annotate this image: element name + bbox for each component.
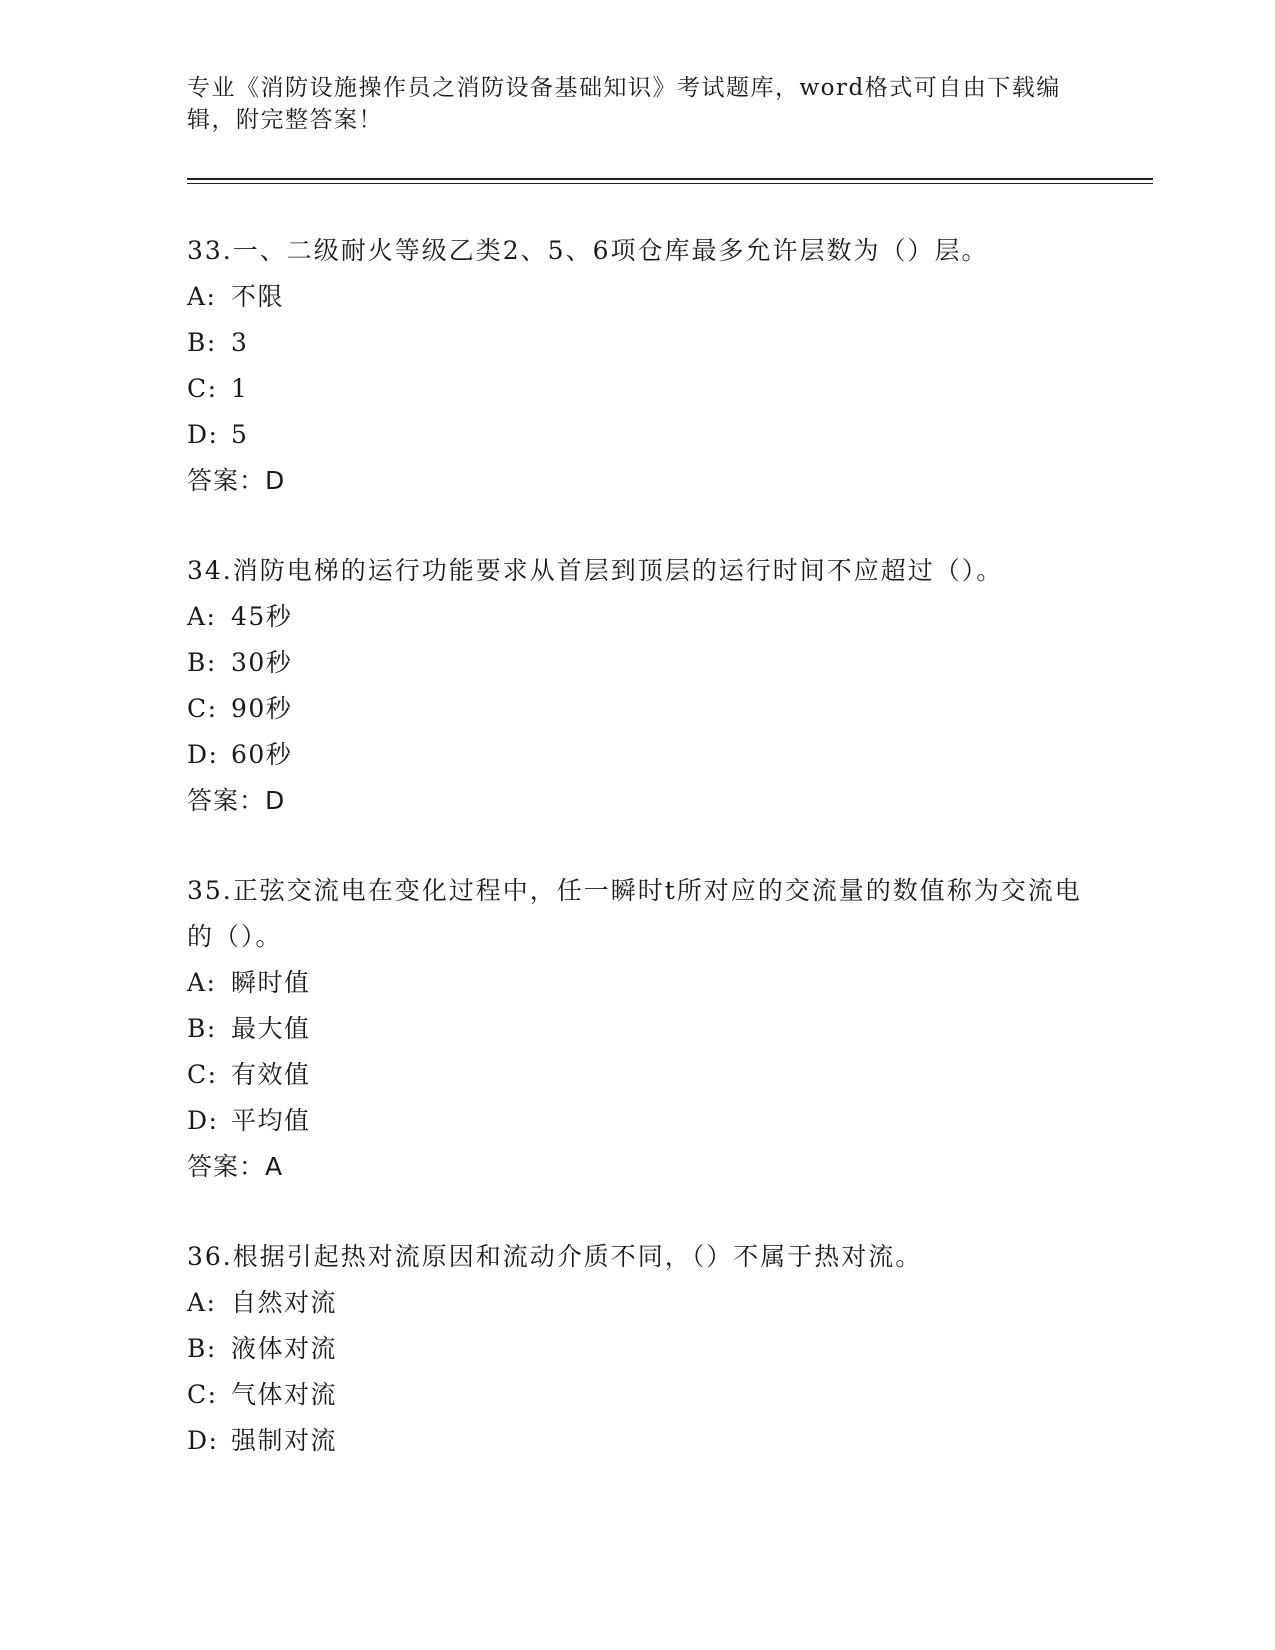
question-stem: 33.一、二级耐火等级乙类2、5、6项仓库最多允许层数为（）层。: [187, 236, 989, 265]
question-33: [187, 228, 1087, 504]
option-text: 有效值: [231, 1060, 311, 1089]
question-stem: 34.消防电梯的运行功能要求从首层到顶层的运行时间不应超过（）。: [187, 556, 1004, 585]
header-line-1: 专业《消防设施操作员之消防设备基础知识》考试题库，word格式可自由下载编: [187, 75, 1061, 101]
option-b: [187, 1006, 1087, 1052]
option-text: 3: [231, 328, 249, 357]
answer-line: 答案：D: [187, 466, 286, 495]
option-letter: D:: [187, 740, 219, 769]
answer-line: 答案：A: [187, 1152, 284, 1181]
answer-line: 答案：D: [187, 786, 286, 815]
option-a: [187, 1280, 1087, 1326]
option-letter: A:: [187, 602, 217, 631]
option-text: 瞬时值: [231, 968, 311, 997]
option-letter: B:: [187, 648, 217, 677]
option-b: [187, 1326, 1087, 1372]
option-text: 平均值: [231, 1106, 311, 1135]
option-text: 不限: [231, 282, 285, 311]
option-a: [187, 594, 1087, 640]
option-text: 90秒: [231, 694, 293, 723]
header-divider-thick: [187, 178, 1153, 180]
option-text: 最大值: [231, 1014, 311, 1043]
option-letter: D:: [187, 1106, 219, 1135]
option-letter: B:: [187, 1014, 217, 1043]
option-c: [187, 366, 1087, 412]
option-a: [187, 274, 1087, 320]
option-text: 自然对流: [231, 1288, 338, 1317]
option-letter: A:: [187, 968, 217, 997]
option-d: [187, 1418, 1087, 1464]
option-b: [187, 640, 1087, 686]
option-text: 30秒: [231, 648, 293, 677]
question-34: [187, 548, 1087, 824]
option-c: [187, 1372, 1087, 1418]
option-text: 45秒: [231, 602, 293, 631]
option-letter: A:: [187, 1288, 217, 1317]
option-letter: D:: [187, 420, 219, 449]
header-divider-thin: [187, 183, 1153, 184]
option-letter: A:: [187, 282, 217, 311]
option-letter: C:: [187, 694, 218, 723]
option-c: [187, 1052, 1087, 1098]
option-d: [187, 412, 1087, 458]
option-letter: B:: [187, 1334, 217, 1363]
option-c: [187, 686, 1087, 732]
option-d: [187, 1098, 1087, 1144]
option-d: [187, 732, 1087, 778]
option-letter: C:: [187, 1380, 218, 1409]
question-35: [187, 868, 1087, 1190]
option-letter: C:: [187, 1060, 218, 1089]
option-letter: C:: [187, 374, 218, 403]
option-letter: B:: [187, 328, 217, 357]
option-a: [187, 960, 1087, 1006]
option-text: 液体对流: [231, 1334, 338, 1363]
option-text: 强制对流: [231, 1426, 338, 1455]
option-text: 1: [231, 374, 249, 403]
question-stem: 36.根据引起热对流原因和流动介质不同，（）不属于热对流。: [187, 1242, 923, 1271]
option-text: 气体对流: [231, 1380, 338, 1409]
option-letter: D:: [187, 1426, 219, 1455]
option-text: 5: [231, 420, 249, 449]
document-header: [187, 72, 1067, 136]
question-36: [187, 1234, 1087, 1464]
question-stem: 35.正弦交流电在变化过程中，任一瞬时t所对应的交流量的数值称为交流电的（）。: [187, 876, 1082, 951]
option-b: [187, 320, 1087, 366]
option-text: 60秒: [231, 740, 293, 769]
header-line-2: 辑，附完整答案！: [187, 107, 383, 133]
